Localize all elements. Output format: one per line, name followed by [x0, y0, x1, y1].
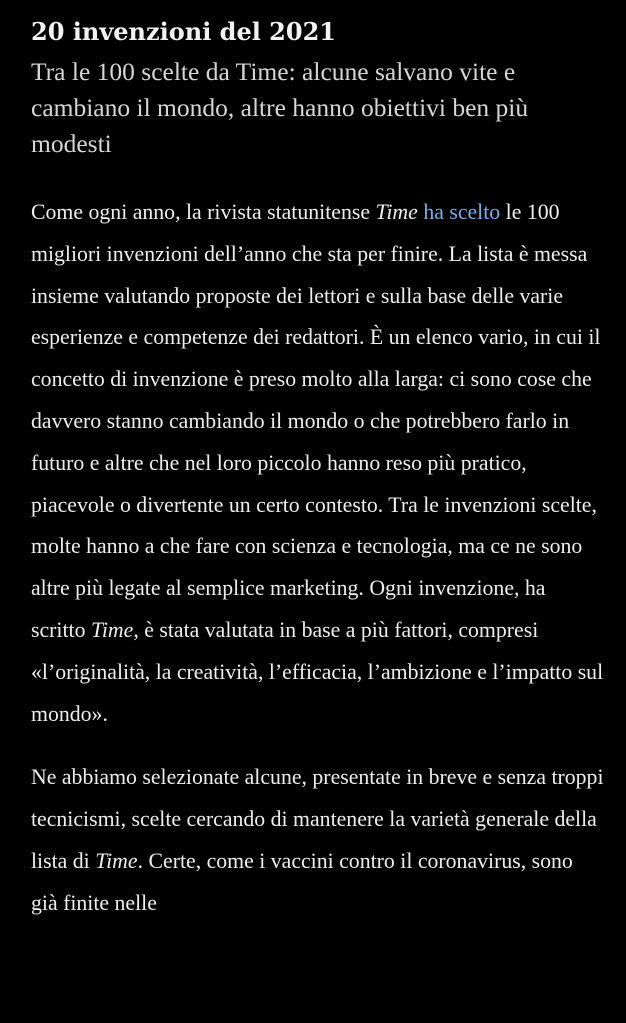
p1-time-italic-2: Time — [90, 617, 134, 642]
p1-text-3: , è stata valutata in base a più fattori, compresi «l’originalità, la creatività, l’efficacia, l’ambizione e l’impatto sul mondo». — [31, 617, 604, 726]
article-paragraph-2 — [31, 757, 604, 924]
p1-text-2: le 100 migliori invenzioni dell’anno che sta per finire. La lista è messa insieme valutando proposte dei lettori e sulla base delle varie esperienze e competenze dei redattori. È un elenco vario, in cui il concetto di invenzione è preso molto alla larga: ci sono cose che davvero stanno cambiando il mondo o che potrebbero farlo in futuro e altre che nel loro piccolo hanno reso più pratico, piacevole o divertente un certo contesto. Tra le invenzioni scelte, molte hanno a che fare con scienza e tecnologia, ma ce ne sono altre più legate al semplice marketing. Ogni invenzione, ha scritto — [31, 200, 601, 642]
p2-text-2: . Certe, come i vaccini contro il coronavirus, sono già finite nelle — [31, 848, 573, 915]
article-paragraph-1 — [31, 192, 604, 735]
article-title: 20 invenzioni del 2021 — [31, 17, 336, 46]
article-subtitle: Tra le 100 scelte da Time: alcune salvano vite e cambiano il mondo, altre hanno obiettivi ben più modesti — [31, 57, 529, 158]
p2-text-1: Ne abbiamo selezionate alcune, presentate in breve e senza troppi tecnicismi, scelte cercando di mantenere la varietà generale della lista di — [31, 765, 604, 873]
p2-time-italic: Time — [95, 848, 138, 873]
ha-scelto-link[interactable]: ha scelto — [423, 200, 501, 224]
p1-text-1: Come ogni anno, la rivista statunitense — [31, 200, 376, 224]
p1-time-italic-1: Time — [375, 200, 418, 224]
